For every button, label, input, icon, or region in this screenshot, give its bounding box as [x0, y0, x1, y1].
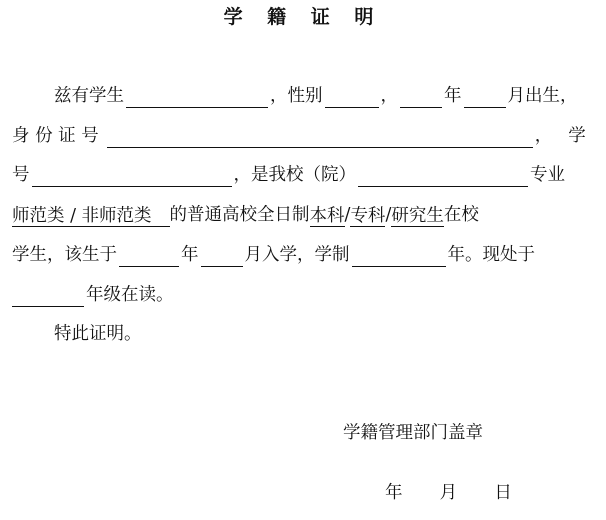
major-label: 专业 [530, 165, 565, 185]
school-text: ，是我校（院） [233, 165, 356, 185]
line-student-number-major [12, 163, 565, 187]
gender-blank[interactable] [325, 89, 379, 108]
line-id-number [12, 124, 586, 148]
date-year-label: 年 [385, 483, 403, 503]
line-enrollment [12, 243, 535, 267]
level-graduate-option[interactable]: 研究生 [391, 206, 444, 226]
program-length-blank[interactable] [352, 248, 446, 267]
enrolled-text: 在校 [443, 205, 479, 225]
line-student-info [54, 84, 578, 108]
gender-label: ，性别 [270, 86, 323, 106]
page-title: 学 籍 证 明 [223, 6, 383, 28]
grade-text: 年级在读。 [86, 285, 174, 305]
student-since-text: 学生，该生于 [12, 245, 117, 265]
enroll-year-label: 年 [181, 245, 199, 265]
line-program-type [12, 203, 479, 227]
birth-year-label: 年 [444, 86, 462, 106]
comma-text: ， [534, 126, 553, 146]
level-junior-college-option[interactable]: 专科 [350, 206, 386, 226]
comma-text: ， [380, 86, 398, 106]
grade-blank[interactable] [12, 288, 84, 307]
enroll-year-blank[interactable] [119, 248, 179, 267]
id-number-label: 身 份 证 号 [12, 126, 99, 146]
slash-text: / [385, 205, 392, 225]
birth-month-blank[interactable] [464, 89, 506, 108]
line-grade [12, 283, 174, 307]
certify-text: 特此证明。 [54, 324, 142, 344]
enroll-month-text: 月入学，学制 [244, 245, 350, 265]
id-number-blank[interactable] [107, 129, 533, 148]
birth-month-label: 月出生， [507, 86, 578, 106]
date-line [385, 481, 512, 505]
student-number-blank[interactable] [32, 168, 232, 187]
major-blank[interactable] [358, 168, 528, 187]
date-month-label: 月 [439, 483, 458, 503]
birth-year-blank[interactable] [400, 89, 442, 108]
line-certify [54, 322, 142, 346]
date-day-label: 日 [494, 483, 512, 503]
slash-text: / [344, 205, 351, 225]
level-undergraduate-option[interactable]: 本科 [309, 206, 345, 226]
intro-text: 兹有学生 [54, 86, 124, 106]
stamp-label: 学籍管理部门盖章 [343, 423, 483, 443]
fulltime-text: 的普通高校全日制 [169, 205, 310, 225]
current-status-text: 年。现处于 [447, 245, 535, 265]
enroll-month-blank[interactable] [201, 248, 243, 267]
student-number-label-start: 学 [568, 126, 586, 146]
normal-school-type-option[interactable]: 师范类 / 非师范类 [12, 206, 170, 227]
student-number-label-end: 号 [12, 165, 30, 185]
student-name-blank[interactable] [126, 89, 268, 108]
